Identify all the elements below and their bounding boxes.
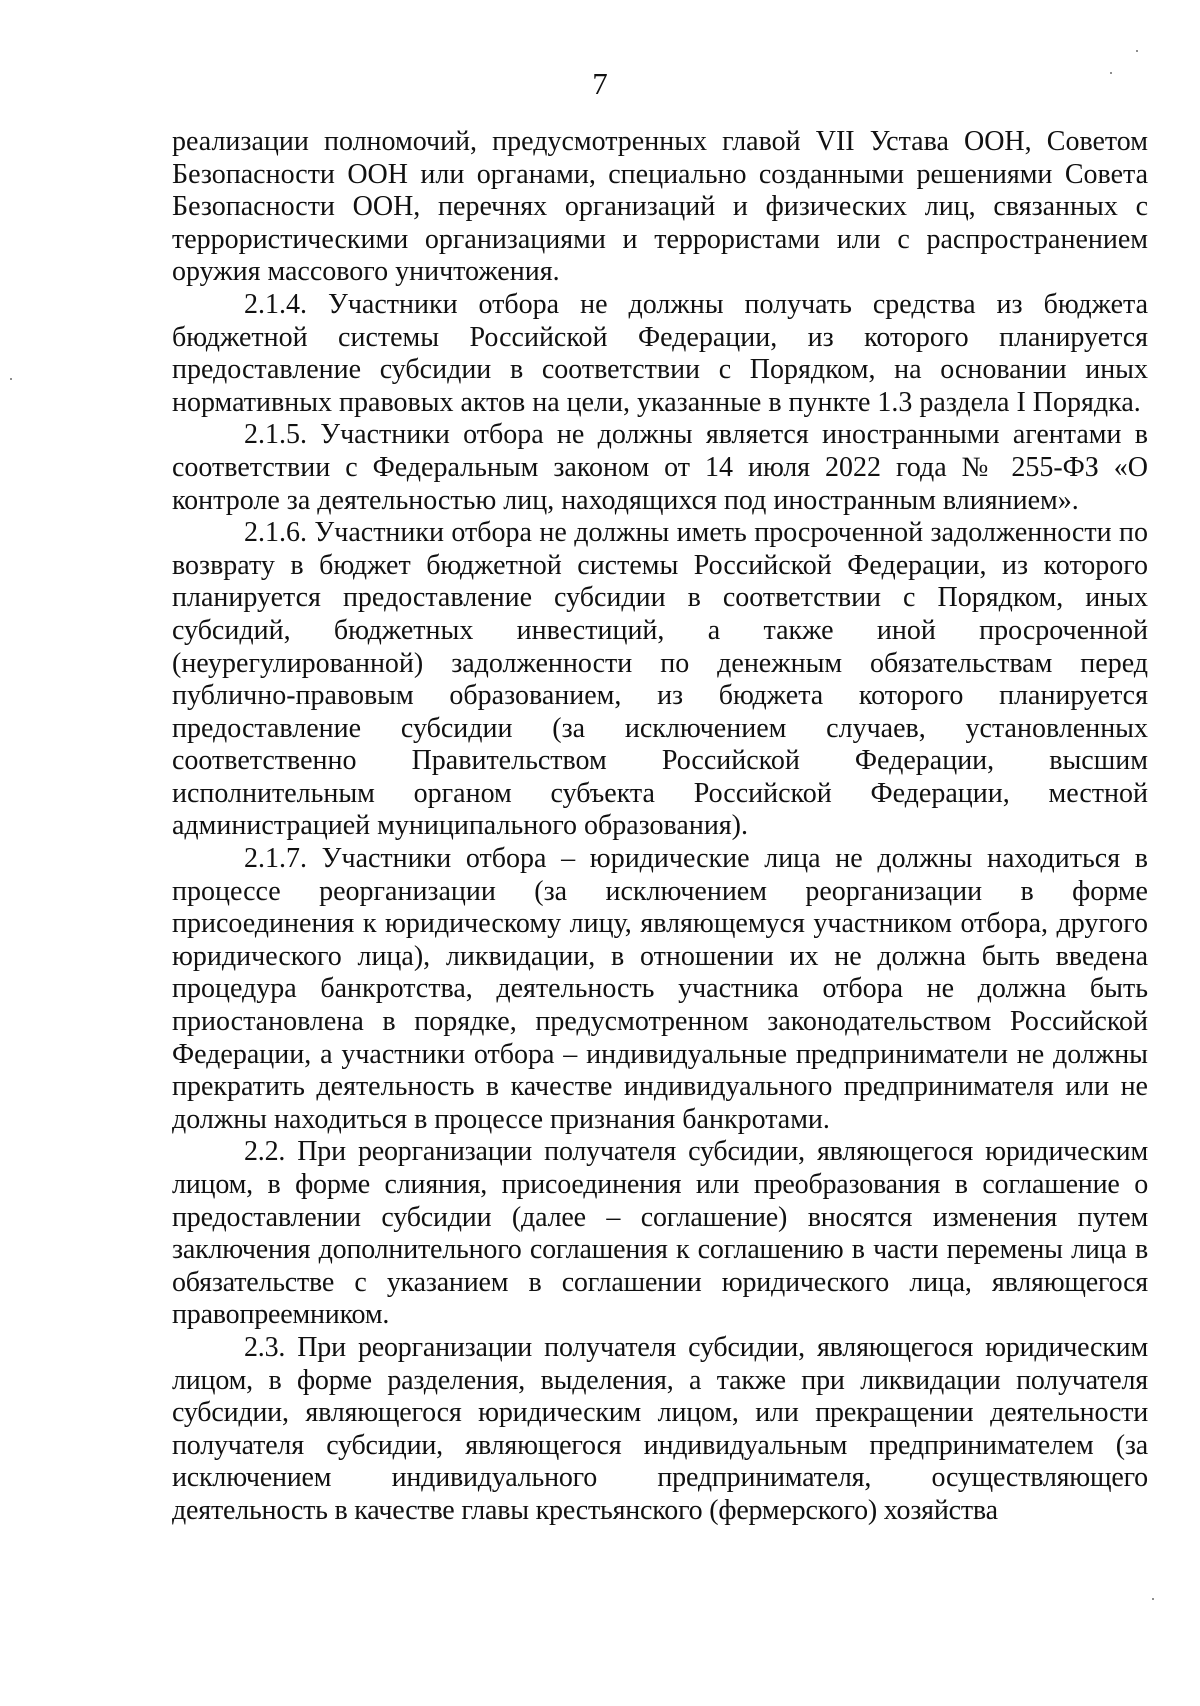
paragraph-2-3: 2.3. При реорганизации получателя субсидии, являющегося юридическим лицом, в форме разделения, выделения, а также при ликвидации получателя субсидии, являющегося юридическим лицом, или прекращении деятельности получателя субсидии, являющегося индивидуальным предпринимателем (за исключением индивидуального предпринимателя, осуществляющего деятельность в качестве главы крестьянского (фермерского) хозяйства — [172, 1331, 1148, 1526]
paragraph-2-1-7: 2.1.7. Участники отбора – юридические лица не должны находиться в процессе реорганизации (за исключением реорганизации в форме присоединения к юридическому лицу, являющемуся участником отбора, другого юридического лица), ликвидации, в отношении их не должна быть введена процедура банкротства, деятельность участника отбора не должна быть приостановлена в порядке, предусмотренном законодательством Российской Федерации, а участники отбора – индивидуальные предприниматели не должны прекратить деятельность в качестве индивидуального предпринимателя или не должны находиться в процессе признания банкротами. — [172, 843, 1148, 1135]
paragraph-2-2: 2.2. При реорганизации получателя субсидии, являющегося юридическим лицом, в форме слияния, присоединения или преобразования в соглашение о предоставлении субсидии (далее – соглашение) вносятся изменения путем заключения дополнительного соглашения к соглашению в части перемены лица в обязательстве с указанием в соглашении юридического лица, являющегося правопреемником. — [172, 1136, 1148, 1331]
paragraph-2-1-6: 2.1.6. Участники отбора не должны иметь просроченной задолженности по возврату в бюджет бюджетной системы Российской Федерации, из которого планируется предоставление субсидии в соответствии с Порядком, иных субсидий, бюджетных инвестиций, а также иной просроченной (неурегулированной) задолженности по денежным обязательствам перед публично-правовым образованием, из бюджета которого планируется предоставление субсидии (за исключением случаев, установленных соответственно Правительством Российской Федерации, высшим исполнительным органом субъекта Российской Федерации, местной администрацией муниципального образования). — [172, 517, 1148, 842]
paragraph-continuation: реализации полномочий, предусмотренных главой VII Устава ООН, Советом Безопасности ООН или органами, специально созданными решениями Совета Безопасности ООН, перечнях организаций и физических лиц, связанных с террористическими организациями и террористами или с распространением оружия массового уничтожения. — [172, 126, 1148, 288]
paragraph-2-1-4: 2.1.4. Участники отбора не должны получать средства из бюджета бюджетной системы Российской Федерации, из которого планируется предоставление субсидии в соответствии с Порядком, на основании иных нормативных правовых актов на цели, указанные в пункте 1.3 раздела I Порядка. — [172, 288, 1148, 418]
document-body — [172, 126, 1148, 1528]
scan-speck — [10, 378, 12, 380]
scan-speck — [1110, 72, 1112, 74]
paragraph-2-1-5: 2.1.5. Участники отбора не должны является иностранными агентами в соответствии с Федеральным законом от 14 июля 2022 года № 255-ФЗ «О контроле за деятельностью лиц, находящихся под иностранным влиянием». — [172, 419, 1148, 516]
scan-speck — [1152, 1598, 1154, 1600]
scan-speck — [1136, 50, 1138, 52]
page-number: 7 — [592, 66, 608, 101]
